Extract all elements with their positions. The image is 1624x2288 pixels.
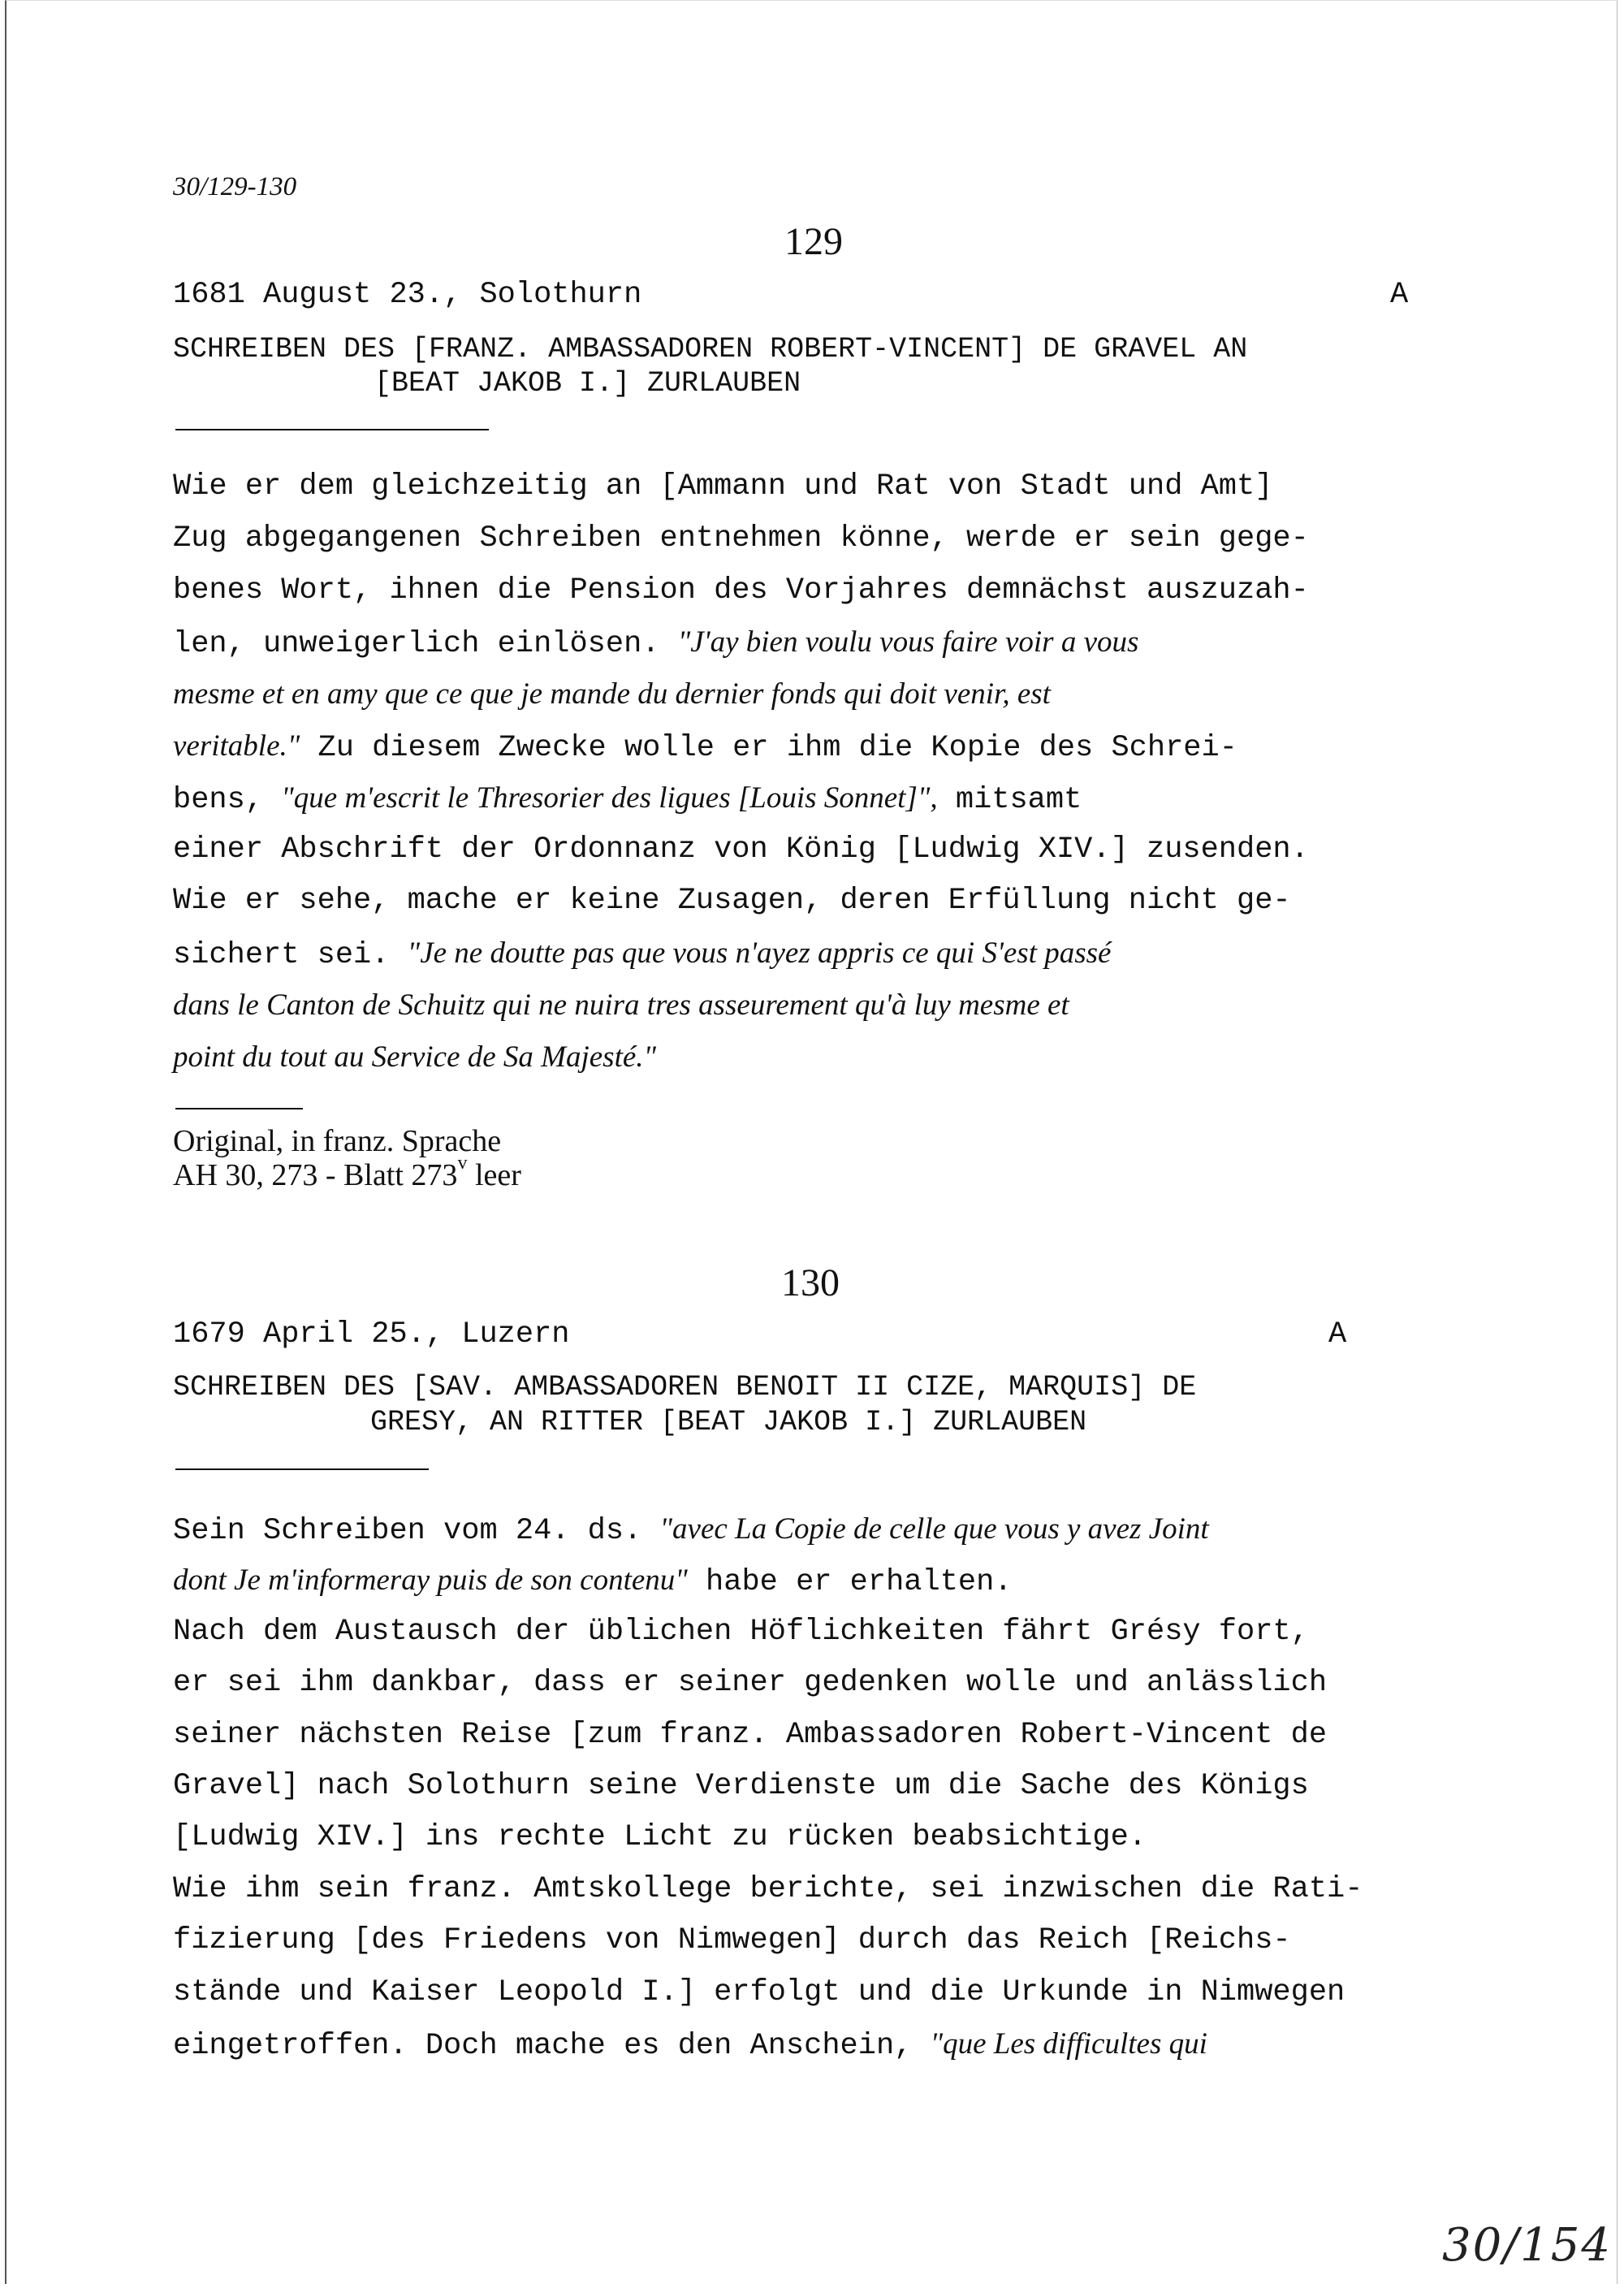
heading-line: SCHREIBEN DES [FRANZ. AMBASSADOREN ROBERT-VINCENT] DE GRAVEL AN: [173, 333, 1248, 365]
source-note-text: AH 30, 273 - Blatt 273: [173, 1158, 458, 1192]
body-text: einer Abschrift der Ordonnanz von König [Ludwig XIV.] zusenden.: [173, 832, 1309, 867]
source-note: Original, in franz. Sprache: [173, 1124, 502, 1158]
body-line: [173, 884, 1291, 918]
body-text: bens,: [173, 782, 282, 817]
body-text: seiner nächsten Reise [zum franz. Ambassadoren Robert-Vincent de: [173, 1717, 1328, 1752]
file-reference: 30/129-130: [173, 172, 297, 201]
quoted-text: veritable.": [173, 729, 300, 763]
body-text: habe er erhalten.: [687, 1565, 1013, 1600]
archive-marker: A: [1390, 278, 1409, 312]
quoted-text: "J'ay bien voulu vous faire voir a vous: [677, 625, 1139, 660]
document-number: 129: [784, 220, 843, 263]
body-text: Zug abgegangenen Schreiben entnehmen könne, werde er sein gege-: [173, 521, 1309, 556]
heading-line: GRESY, AN RITTER [BEAT JAKOB I.] ZURLAUBEN: [370, 1406, 1087, 1438]
body-line: [173, 521, 1309, 556]
body-text: Wie er sehe, mache er keine Zusagen, deren Erfüllung nicht ge-: [173, 884, 1291, 919]
body-text: Wie ihm sein franz. Amtskollege berichte, sei inzwischen die Rati-: [173, 1871, 1363, 1906]
heading-line: SCHREIBEN DES [SAV. AMBASSADOREN BENOIT II CIZE, MARQUIS] DE: [173, 1371, 1197, 1404]
quoted-text: "Je ne doutte pas que vous n'ayez appris ce qui S'est passé: [407, 936, 1112, 971]
body-line: [173, 936, 1111, 972]
body-text: fizierung [des Friedens von Nimwegen] durch das Reich [Reichs-: [173, 1923, 1291, 1958]
quoted-text: "avec La Copie de celle que vous y avez Joint: [659, 1512, 1209, 1546]
body-text: len, unweigerlich einlösen.: [173, 627, 678, 662]
body-line: [173, 677, 1051, 713]
body-line: [173, 1512, 1209, 1548]
separator-rule: [175, 429, 489, 430]
quoted-text: dont Je m'informeray puis de son contenu": [173, 1564, 688, 1598]
body-text: Zu diesem Zwecke wolle er ihm die Kopie des Schrei-: [300, 731, 1237, 765]
heading-line: [BEAT JAKOB I.] ZURLAUBEN: [374, 367, 801, 400]
body-line: [173, 573, 1309, 608]
quoted-text: "que Les difficultes qui: [930, 2027, 1207, 2061]
body-line: [173, 625, 1138, 661]
date-place: 1681 August 23., Solothurn: [173, 278, 642, 312]
page-stamp: 30/154: [1442, 2219, 1613, 2272]
body-line: [173, 1563, 1013, 1599]
separator-rule: [175, 1468, 429, 1470]
body-text: Nach dem Austausch der üblichen Höflichkeiten fährt Grésy fort,: [173, 1614, 1309, 1649]
quoted-text: mesme et en amy que ce que je mande du dernier fonds qui doit venir, est: [173, 677, 1051, 711]
verso-superscript: v: [457, 1153, 468, 1174]
body-line: [173, 1923, 1291, 1957]
body-text: mitsamt: [937, 782, 1082, 817]
source-note: [173, 1153, 521, 1193]
quoted-text: "que m'escrit le Thresorier des ligues [Louis Sonnet]",: [281, 781, 938, 815]
body-line: [173, 2026, 1207, 2063]
body-line: [173, 988, 1069, 1024]
body-line: [173, 1975, 1345, 2009]
body-line: [173, 1666, 1327, 1700]
body-line: [173, 1040, 656, 1076]
body-line: [173, 1718, 1327, 1752]
body-text: eingetroffen. Doch mache es den Anschein,: [173, 2029, 931, 2063]
body-text: stände und Kaiser Leopold I.] erfolgt und die Urkunde in Nimwegen: [173, 1974, 1345, 2009]
body-text: sichert sei.: [173, 938, 408, 973]
body-text: Wie er dem gleichzeitig an [Ammann und Rat von Stadt und Amt]: [173, 469, 1273, 504]
source-note-text: leer: [467, 1158, 521, 1192]
body-line: [173, 1769, 1309, 1803]
body-text: [Ludwig XIV.] ins rechte Licht zu rücken beabsichtige.: [173, 1820, 1147, 1855]
body-text: Gravel] nach Solothurn seine Verdienste um die Sache des Königs: [173, 1769, 1309, 1803]
body-line: [173, 833, 1309, 867]
body-text: Sein Schreiben vom 24. ds.: [173, 1514, 660, 1548]
separator-rule: [175, 1108, 303, 1109]
body-line: [173, 729, 1237, 765]
archive-marker: A: [1328, 1317, 1347, 1352]
date-place: 1679 April 25., Luzern: [173, 1317, 570, 1352]
body-line: [173, 1872, 1363, 1906]
document-number: 130: [781, 1261, 840, 1304]
body-line: [173, 469, 1272, 504]
body-line: [173, 1820, 1147, 1854]
body-text: er sei ihm dankbar, dass er seiner gedenken wolle und anlässlich: [173, 1666, 1328, 1701]
body-text: benes Wort, ihnen die Pension des Vorjahres demnächst auszuzah-: [173, 573, 1309, 608]
quoted-text: point du tout au Service de Sa Majesté.": [173, 1040, 657, 1074]
body-line: [173, 781, 1082, 817]
body-line: [173, 1615, 1309, 1649]
quoted-text: dans le Canton de Schuitz qui ne nuira tres asseurement qu'à luy mesme et: [173, 988, 1069, 1022]
